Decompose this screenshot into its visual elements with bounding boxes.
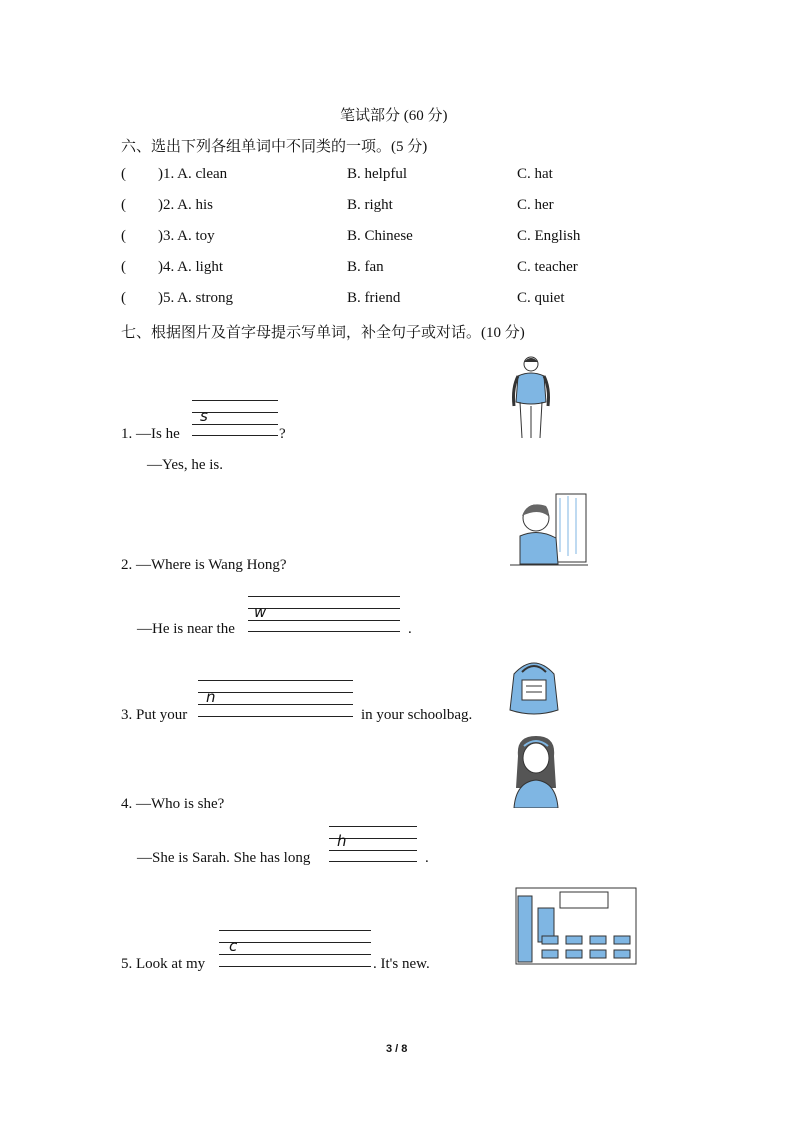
question-option-a: )3. A. toy [158,228,215,244]
answer-paren[interactable]: ( [121,228,126,244]
period: . [425,850,429,866]
girl-long-hair-illustration [508,732,564,808]
question-2-answer-line: —He is near the [137,621,235,637]
period: . [408,621,412,637]
question-mark: ? [279,426,286,442]
schoolbag-notebook-illustration [504,654,564,718]
question-5-before: 5. Look at my [121,956,206,972]
strong-man-illustration [508,354,554,440]
question-option-a: )1. A. clean [158,166,228,182]
hint-letter: c [229,937,238,955]
question-5-after: . It's new. [373,956,430,972]
question-option-c: C. hat [517,166,553,182]
classroom-illustration [514,886,638,966]
question-option-a: )5. A. strong [158,290,233,306]
question-4-answer-line: —She is Sarah. She has long [137,850,311,866]
page-title: 笔试部分 (60 分) [340,108,448,124]
question-option-c: C. teacher [517,259,578,275]
four-line-writing-field[interactable] [219,930,371,967]
question-option-b: B. Chinese [347,228,413,244]
question-4-text: 4. —Who is she? [121,796,225,812]
question-option-c: C. English [517,228,581,244]
question-option-b: B. fan [347,259,384,275]
four-line-writing-field[interactable] [248,596,400,632]
page-number: 3 / 8 [386,1043,408,1055]
answer-paren[interactable]: ( [121,166,126,182]
hint-letter: h [337,832,347,850]
hint-letter: w [254,603,267,621]
question-option-b: B. right [347,197,393,213]
answer-paren[interactable]: ( [121,290,126,306]
hint-letter: n [206,688,216,706]
question-option-b: B. friend [347,290,401,306]
answer-paren[interactable]: ( [121,197,126,213]
question-option-c: C. quiet [517,290,565,306]
question-option-a: )2. A. his [158,197,214,213]
question-2-text: 2. —Where is Wang Hong? [121,557,287,573]
boy-at-window-illustration [508,492,590,568]
four-line-writing-field[interactable] [198,680,353,717]
question-3-before: 3. Put your [121,707,188,723]
question-option-a: )4. A. light [158,259,224,275]
question-option-b: B. helpful [347,166,407,182]
answer-paren[interactable]: ( [121,259,126,275]
hint-letter: s [200,407,208,425]
question-1-answer-line: —Yes, he is. [147,457,223,473]
question-option-c: C. her [517,197,554,213]
section-seven-heading: 七、根据图片及首字母提示写单词，补全句子或对话。(10 分) [121,325,525,341]
section-six-heading: 六、选出下列各组单词中不同类的一项。(5 分) [121,139,428,155]
question-1-text: 1. —Is he [121,426,180,442]
question-3-after: in your schoolbag. [361,707,473,723]
